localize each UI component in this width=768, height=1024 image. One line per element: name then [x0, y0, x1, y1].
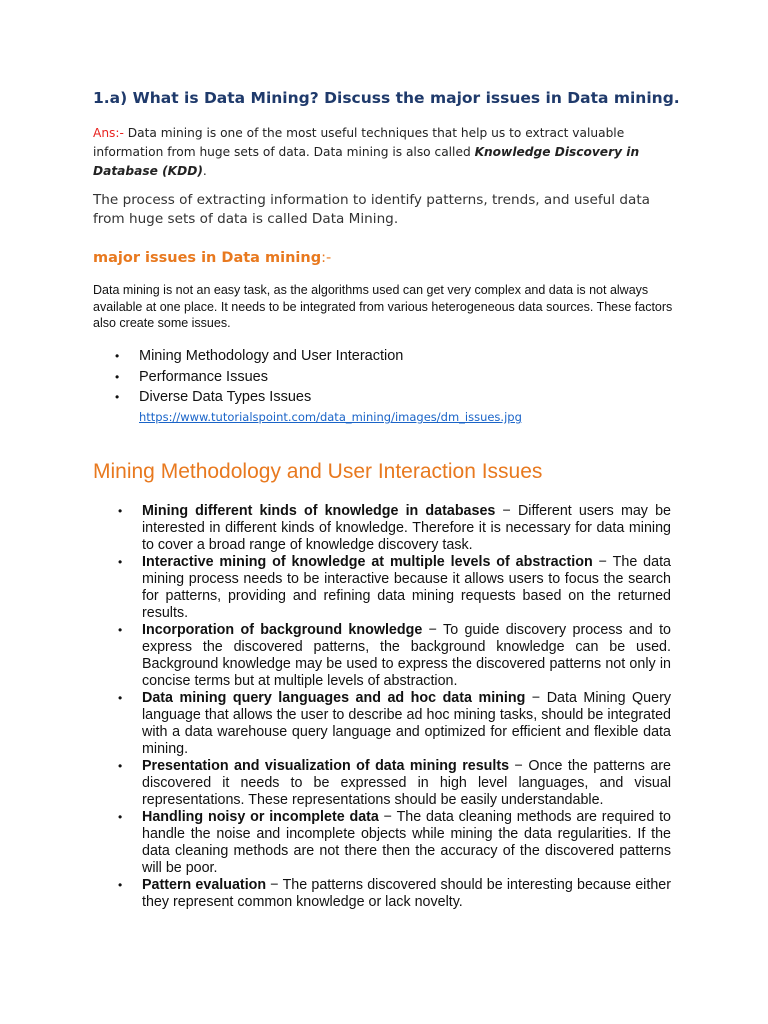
issue-term: Mining different kinds of knowledge in databases — [142, 503, 496, 519]
intro-paragraph: Data mining is not an easy task, as the algorithms used can get very complex and data is not always available at one place. It needs to be integrated from various heterogeneous data sources. These factors also create some issues. — [93, 283, 673, 330]
question-title: 1.a) What is Data Mining? Discuss the major issues in Data mining. — [93, 89, 680, 107]
section-title: Mining Methodology and User Interaction Issues — [93, 460, 543, 483]
issue-description: − The data mining process needs to be interactive because it allows users to focus the search for patterns, providing and refining data mining requests based on the returned results. — [142, 554, 671, 621]
reference-link[interactable]: https://www.tutorialspoint.com/data_mining/images/dm_issues.jpg — [139, 410, 522, 424]
list-item — [93, 503, 671, 554]
answer-text-end: . — [202, 164, 207, 178]
list-item — [93, 622, 671, 690]
issues-heading-text: major issues in Data mining — [93, 250, 322, 266]
issue-category-list — [93, 346, 403, 408]
issue-description: − Data Mining Query language that allows the user to describe ad hoc mining tasks, should be integrated with a data warehouse query language and optimized for efficient and flexible data mining. — [142, 690, 671, 757]
issue-term: Pattern evaluation — [142, 877, 267, 893]
answer-paragraph — [93, 124, 653, 181]
answer-text: Data mining is one of the most useful techniques that help us to extract valuable information from huge sets of data. Data mining is also called — [93, 126, 625, 159]
issue-description: − Different users may be interested in different kinds of knowledge. Therefore it is necessary for data mining to cover a broad range of knowledge discovery task. — [142, 503, 671, 553]
list-item — [93, 877, 671, 911]
list-item — [93, 758, 671, 809]
issue-term: Interactive mining of knowledge at multiple levels of abstraction — [142, 554, 593, 570]
list-item — [93, 809, 671, 877]
answer-label: Ans:- — [93, 126, 124, 140]
issue-term: Handling noisy or incomplete data — [142, 809, 379, 825]
list-item: • Mining Methodology and User Interaction — [93, 346, 403, 367]
issue-description: − Once the patterns are discovered it needs to be expressed in high level languages, and visual representations. These representations should be easily understandable. — [142, 758, 672, 808]
issues-heading-suffix: :- — [321, 250, 332, 266]
issue-detail-list — [93, 503, 671, 911]
kdd-term: Knowledge Discovery in Database (KDD) — [93, 145, 640, 178]
list-item — [93, 690, 671, 758]
process-paragraph: The process of extracting information to identify patterns, trends, and useful data from huge sets of data is called Data Mining. — [93, 192, 650, 227]
list-item: • Diverse Data Types Issues — [93, 387, 403, 408]
issue-term: Data mining query languages and ad hoc data mining — [142, 690, 526, 706]
issue-term: Incorporation of background knowledge — [142, 622, 423, 638]
issue-description: − The data cleaning methods are required to handle the noise and incomplete objects while mining the data regularities. If the data cleaning methods are not there then the accuracy of the discovered patterns will be poor. — [142, 809, 671, 876]
issue-description: − To guide discovery process and to express the discovered patterns, the background knowledge can be used. Background knowledge may be used to express the discovered patterns not only in concise terms but at multiple levels of abstraction. — [142, 622, 671, 689]
issue-description: − The patterns discovered should be interesting because either they represent common knowledge or lack novelty. — [142, 877, 671, 910]
list-item — [93, 554, 671, 622]
issues-heading — [93, 250, 331, 266]
issue-term: Presentation and visualization of data mining results — [142, 758, 510, 774]
list-item: • Performance Issues — [93, 367, 403, 388]
